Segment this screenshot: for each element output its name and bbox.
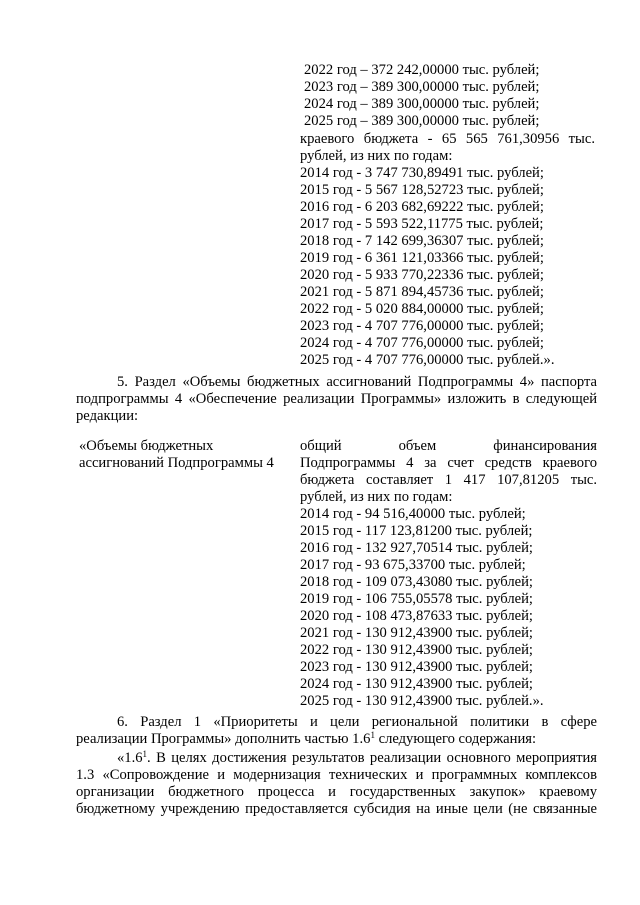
section-5-paragraph [76, 374, 597, 425]
list-item: 2016 год - 6 203 682,69222 тыс. рублей; [300, 199, 544, 215]
list-item: 2022 год – 372 242,00000 тыс. рублей; [304, 62, 540, 78]
cell-line: общий объем финансирования [300, 438, 597, 454]
section-6-paragraph [76, 714, 597, 748]
cell-line: ассигнований Подпрограммы 4 [79, 455, 274, 471]
cell-line: Подпрограммы 4 за счет средств краевого [300, 455, 597, 471]
list-item: 2016 год - 132 927,70514 тыс. рублей; [300, 540, 533, 556]
passport-left-cell [79, 438, 299, 472]
list-item: 2022 год - 130 912,43900 тыс. рублей; [300, 642, 533, 658]
paragraph-line: реализации Программы» дополнить частью $1.6^1$ следующего содержания: [76, 730, 537, 747]
paragraph-line: бюджетному учреждению предоставляется субсидия на иные цели (не связанные [76, 801, 597, 817]
list-item: 2020 год - 108 473,87633 тыс. рублей; [300, 608, 533, 624]
list-item: 2017 год - 93 675,33700 тыс. рублей; [300, 557, 526, 573]
list-item: 2014 год - 94 516,40000 тыс. рублей; [300, 506, 526, 522]
regional-budget-block [300, 131, 595, 369]
paragraph-line: 6. Раздел 1 «Приоритеты и цели региональной политики в сфере [117, 714, 597, 730]
passport-right-cell [300, 438, 597, 710]
cell-line: рублей, из них по годам: [300, 489, 453, 505]
list-item: 2021 год - 5 871 894,45736 тыс. рублей; [300, 284, 544, 300]
regional-budget-line: рублей, из них по годам: [300, 148, 453, 164]
list-item: 2025 год – 389 300,00000 тыс. рублей; [304, 113, 540, 129]
paragraph-line: «$1.6^1$. В целях достижения результатов реализации основного мероприятия [117, 749, 597, 766]
list-item: 2023 год - 130 912,43900 тыс. рублей; [300, 659, 533, 675]
list-item: 2020 год - 5 933 770,22336 тыс. рублей; [300, 267, 544, 283]
regional-budget-line: краевого бюджета - 65 565 761,30956 тыс. [300, 131, 595, 147]
cell-line: «Объемы бюджетных [79, 438, 214, 454]
list-item: 2021 год - 130 912,43900 тыс. рублей; [300, 625, 533, 641]
paragraph-line: организации бюджетного процесса и государственных закупок» краевому [76, 784, 597, 800]
list-item: 2025 год - 130 912,43900 тыс. рублей.». [300, 693, 544, 709]
list-item: 2024 год – 389 300,00000 тыс. рублей; [304, 96, 540, 112]
list-item: 2018 год - 7 142 699,36307 тыс. рублей; [300, 233, 544, 249]
list-item: 2014 год - 3 747 730,89491 тыс. рублей; [300, 165, 544, 181]
list-item: 2015 год - 117 123,81200 тыс. рублей; [300, 523, 533, 539]
list-item: 2017 год - 5 593 522,11775 тыс. рублей; [300, 216, 544, 232]
cell-line: бюджета составляет 1 417 107,81205 тыс. [300, 472, 597, 488]
list-item: 2024 год - 4 707 776,00000 тыс. рублей; [300, 335, 544, 351]
list-item: 2023 год - 4 707 776,00000 тыс. рублей; [300, 318, 544, 334]
paragraph-line: подпрограммы 4 «Обеспечение реализации Программы» изложить в следующей [76, 391, 597, 407]
list-item: 2015 год - 5 567 128,52723 тыс. рублей; [300, 182, 544, 198]
list-item: 2019 год - 106 755,05578 тыс. рублей; [300, 591, 533, 607]
list-item: 2024 год - 130 912,43900 тыс. рублей; [300, 676, 533, 692]
list-item: 2019 год - 6 361 121,03366 тыс. рублей; [300, 250, 544, 266]
paragraph-line: 5. Раздел «Объемы бюджетных ассигнований Подпрограммы 4» паспорта [117, 374, 597, 390]
list-item: 2025 год - 4 707 776,00000 тыс. рублей.». [300, 352, 555, 368]
list-item: 2023 год – 389 300,00000 тыс. рублей; [304, 79, 540, 95]
list-item: 2022 год - 5 020 884,00000 тыс. рублей; [300, 301, 544, 317]
paragraph-line: 1.3 «Сопровождение и модернизация технических и программных комплексов [76, 767, 597, 783]
continued-years-list [304, 62, 598, 130]
paragraph-line: редакции: [76, 408, 139, 424]
list-item: 2018 год - 109 073,43080 тыс. рублей; [300, 574, 533, 590]
clause-1-6-1-paragraph [76, 750, 597, 818]
